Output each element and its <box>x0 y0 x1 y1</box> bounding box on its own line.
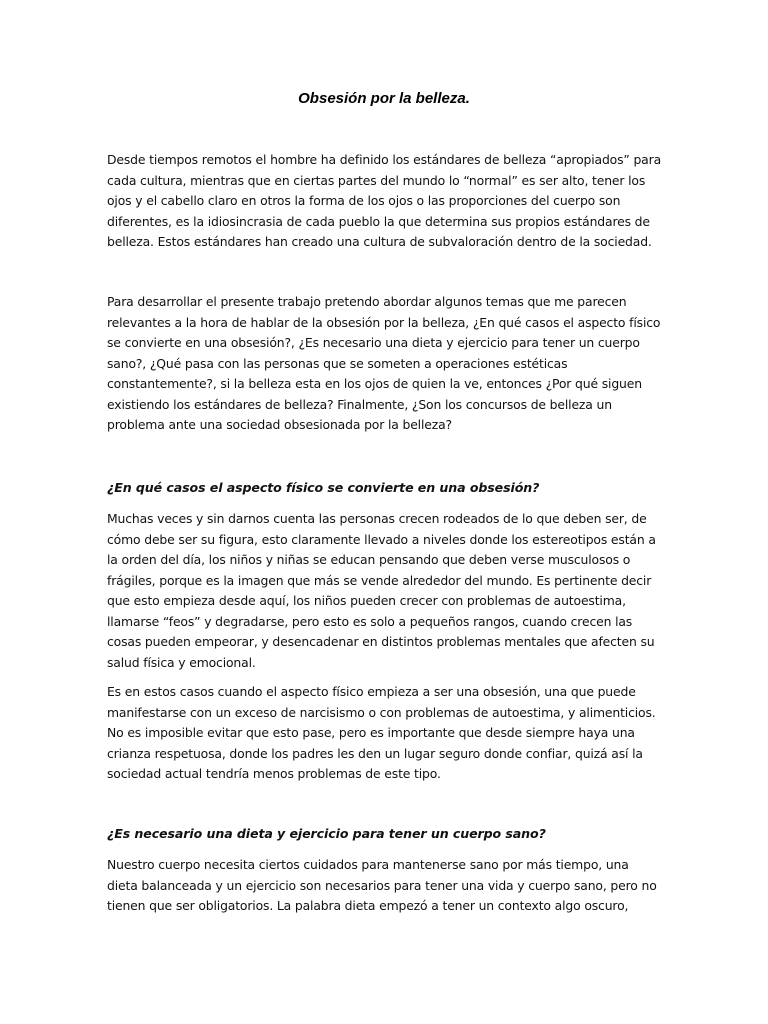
section1-paragraph-1: Muchas veces y sin darnos cuenta las personas crecen rodeados de lo que deben ser, de cómo debe ser su figura, esto claramente llevado a niveles donde los estereotipos están a la orden del día, los niños y niñas se educan pensando que deben verse musculosos o frágiles, porque es la imagen que más se vende alrededor del mundo. Es pertinente decir que esto empieza desde aquí, los niños pueden crecer con problemas de autoestima, llamarse “feos” y degradarse, pero esto es solo a pequeños rangos, cuando crecen las cosas pueden empeorar, y desencadenar en distintos problemas mentales que afecten su salud física y emocional. <box>107 511 656 670</box>
intro-paragraph-2: Para desarrollar el presente trabajo pretendo abordar algunos temas que me parecen relevantes a la hora de hablar de la obsesión por la belleza, ¿En qué casos el aspecto físico se convierte en una obsesión?, ¿Es necesario una dieta y ejercicio para tener un cuerpo sano?, ¿Qué pasa con las personas que se someten a operaciones estéticas constantemente?, si la belleza esta en los ojos de quien la ve, entonces ¿Por qué siguen existiendo los estándares de belleza? Finalmente, ¿Son los concursos de belleza un problema ante una sociedad obsesionada por la belleza? <box>107 294 661 432</box>
section1-paragraph-2: Es en estos casos cuando el aspecto físico empieza a ser una obsesión, una que puede manifestarse con un exceso de narcisismo o con problemas de autoestima, y alimenticios. No es imposible evitar que esto pase, pero es importante que desde siempre haya una crianza respetuosa, donde los padres les den un lugar seguro donde confiar, quizá así la sociedad actual tendría menos problemas de este tipo. <box>107 684 656 781</box>
intro-paragraph-1: Desde tiempos remotos el hombre ha definido los estándares de belleza “apropiados” para cada cultura, mientras que en ciertas partes del mundo lo “normal” es ser alto, tener los ojos y el cabello claro en otros la forma de los ojos o las proporciones del cuerpo son diferentes, es la idiosincrasia de cada pueblo la que determina sus propios estándares de belleza. Estos estándares han creado una cultura de subvaloración dentro de la sociedad. <box>107 152 662 249</box>
section-heading-diet: ¿Es necesario una dieta y ejercicio para tener un cuerpo sano? <box>107 826 546 841</box>
section2-paragraph-1: Nuestro cuerpo necesita ciertos cuidados para mantenerse sano por más tiempo, una dieta balanceada y un ejercicio son necesarios para tener una vida y cuerpo sano, pero no tienen que ser obligatorios. La palabra dieta empezó a tener un contexto algo oscuro, <box>107 857 657 913</box>
document-title: Obsesión por la belleza. <box>298 90 470 107</box>
section-heading-obsession: ¿En qué casos el aspecto físico se convierte en una obsesión? <box>107 480 540 495</box>
